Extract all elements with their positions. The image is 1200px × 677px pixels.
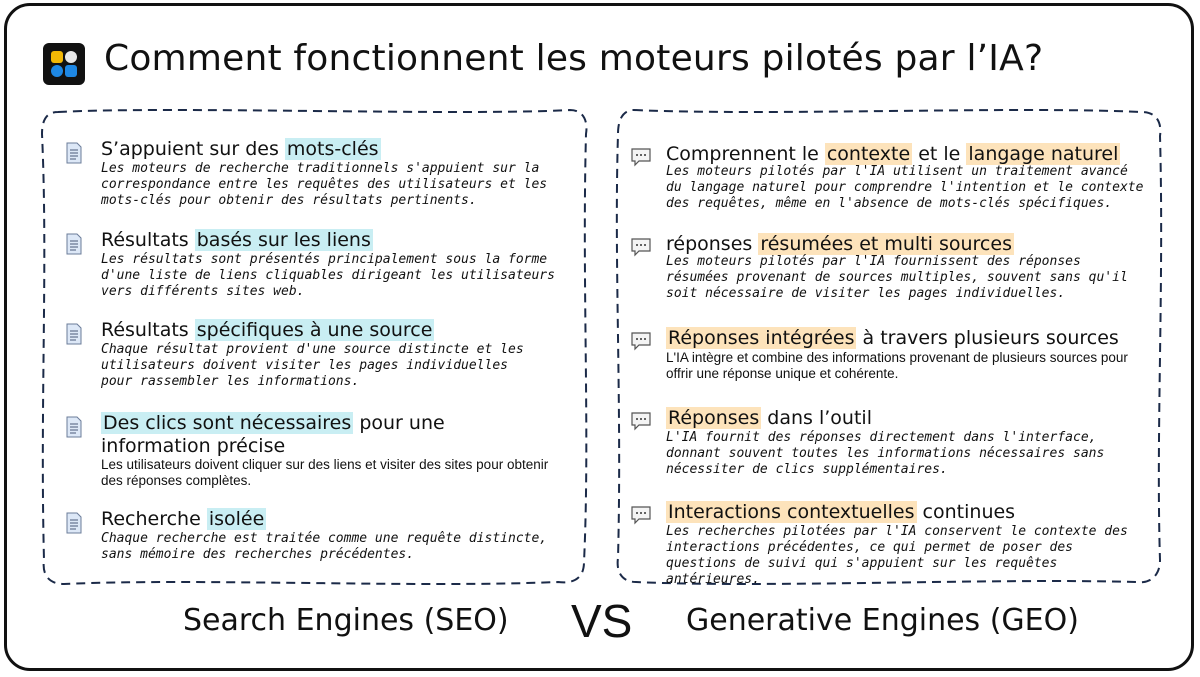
item-description: Les recherches pilotées par l'IA conservent le contexte des interactions précédentes, ce qui permet de poser des questions de suivi qui s'appuient sur les requêtes antérieures. <box>666 524 1128 587</box>
list-item <box>65 508 585 578</box>
chat-bubble-icon <box>630 331 652 351</box>
item-description: L'IA fournit des réponses directement dans l'interface, donnant souvent toutes les informations nécessaires sans nécessiter de clics supplémentaires. <box>666 430 1105 477</box>
document-icon <box>65 323 83 345</box>
item-heading: Réponses intégrées à travers plusieurs sources <box>668 327 1119 349</box>
list-item <box>630 407 1150 487</box>
item-description: L'IA intègre et combine des informations provenant de plusieurs sources pour offrir une réponse unique et cohérente. <box>666 350 1128 381</box>
item-heading: Recherche isolée <box>101 508 265 530</box>
item-heading: réponses résumées et multi sources <box>666 233 1012 255</box>
item-heading: Résultats basés sur les liens <box>101 229 371 251</box>
item-description: Les utilisateurs doivent cliquer sur des liens et visiter des sites pour obtenir des réponses complètes. <box>101 457 549 488</box>
vs-label: VS <box>571 595 633 647</box>
seo-column <box>65 138 585 578</box>
chat-bubble-icon <box>630 147 652 167</box>
list-item <box>65 229 585 309</box>
item-heading: Réponses dans l’outil <box>668 407 872 429</box>
item-description: Les moteurs de recherche traditionnels s'appuient sur la correspondance entre les requêtes des utilisateurs et les mots-clés pour obtenir des résultats pertinents. <box>101 161 548 208</box>
seo-footer-label: Search Engines (SEO) <box>183 603 509 638</box>
list-item <box>630 327 1150 387</box>
item-description: Chaque recherche est traitée comme une requête distincte, sans mémoire des recherches précédentes. <box>101 531 548 562</box>
geo-footer-label: Generative Engines (GEO) <box>686 603 1079 638</box>
page-title: Comment fonctionnent les moteurs pilotés par l’IA? <box>104 38 1044 79</box>
document-icon <box>65 512 83 534</box>
document-icon <box>65 233 83 255</box>
chat-bubble-icon <box>630 505 652 525</box>
list-item <box>630 233 1150 313</box>
item-description: Les moteurs pilotés par l'IA fournissent des réponses résumées provenant de sources multiples, souvent sans qu'il soit nécessaire de visiter les pages individuelles. <box>666 254 1128 301</box>
app-logo <box>43 43 85 85</box>
document-icon <box>65 142 83 164</box>
chat-bubble-icon <box>630 411 652 431</box>
item-heading: Résultats spécifiques à une source <box>101 319 433 341</box>
list-item <box>65 319 585 399</box>
item-heading: Des clics sont nécessaires pour une information précise <box>101 412 445 457</box>
list-item <box>65 412 585 492</box>
list-item <box>65 138 585 218</box>
item-heading: Interactions contextuelles continues <box>668 501 1016 523</box>
document-icon <box>65 416 83 438</box>
item-heading: Comprennent le contexte et le langage naturel <box>666 143 1119 165</box>
geo-column <box>630 143 1150 587</box>
item-description: Chaque résultat provient d'une source distincte et les utilisateurs doivent visiter les pages individuelles pour rassembler les informations. <box>101 342 524 389</box>
list-item <box>630 143 1150 223</box>
item-description: Les résultats sont présentés principalement sous la forme d'une liste de liens cliquables dirigeant les utilisateurs vers différents sites web. <box>101 252 555 299</box>
list-item <box>630 501 1150 587</box>
item-description: Les moteurs pilotés par l'IA utilisent un traitement avancé du langage naturel pour comprendre l'intention et le contexte des requêtes, même en l'absence de mots-clés spécifiques. <box>666 164 1144 211</box>
chat-bubble-icon <box>630 237 652 257</box>
item-heading: S’appuient sur des mots-clés <box>101 138 379 160</box>
